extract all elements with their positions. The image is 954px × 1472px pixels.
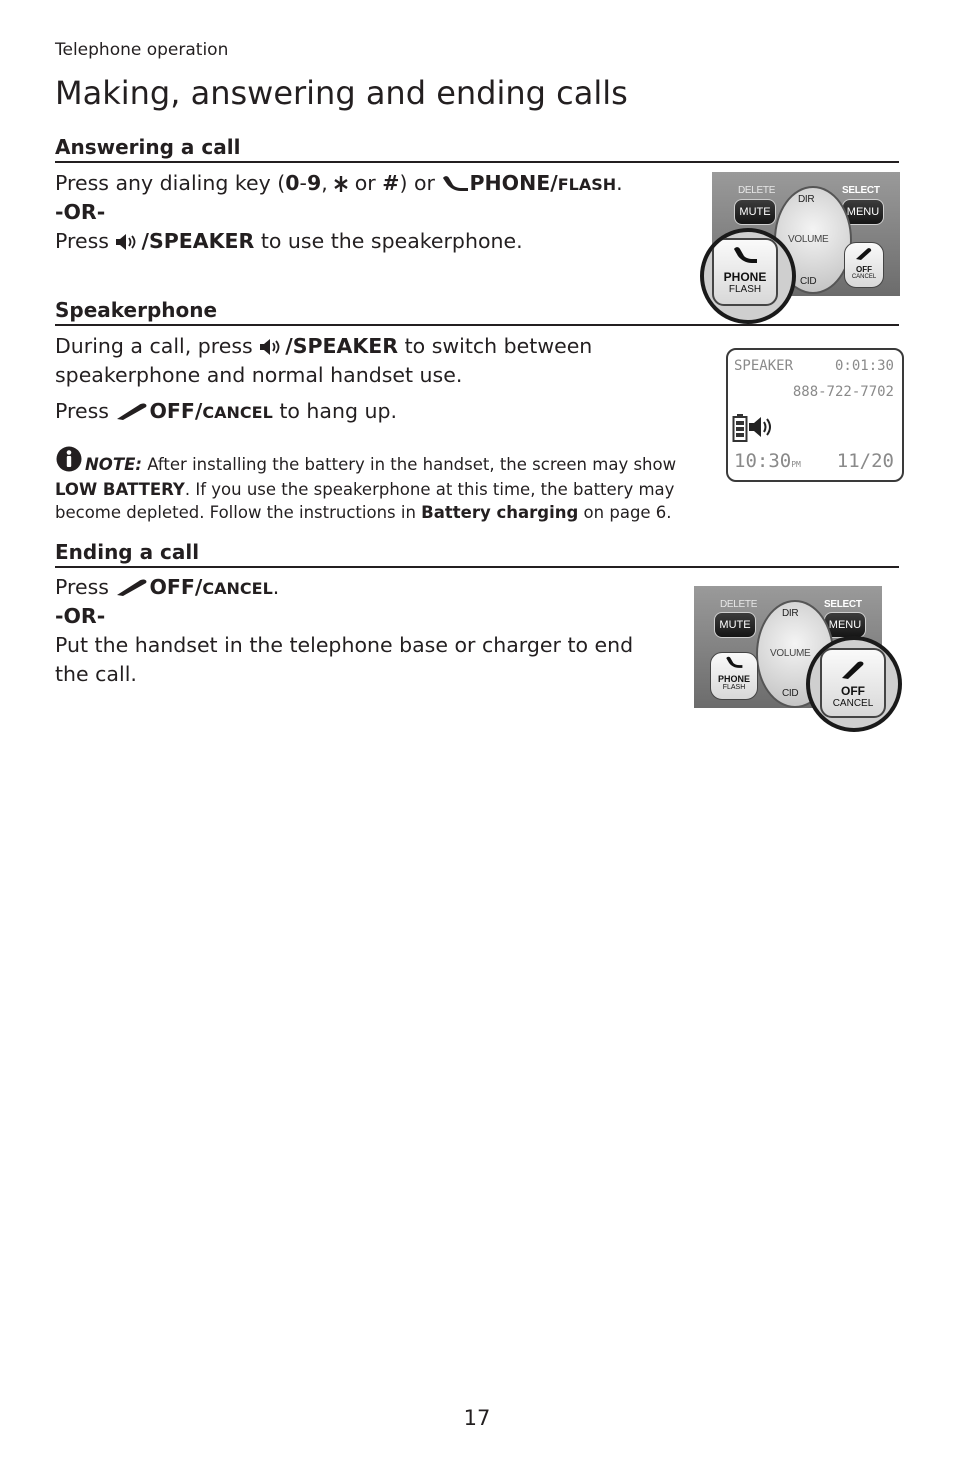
speaker-icon (259, 335, 285, 364)
info-icon (55, 446, 85, 478)
keypad-volume-label: VOLUME (788, 234, 829, 245)
keypad-menu-button: MENU (842, 199, 884, 225)
keypad-delete-label: DELETE (720, 599, 758, 610)
off-handset-icon (115, 400, 149, 429)
lcd-speaker-icon (748, 416, 774, 442)
keypad-volume-label: VOLUME (770, 648, 811, 659)
lcd-time: 10:30PM (734, 450, 801, 472)
keypad-off-key-zoomed: OFF CANCEL (820, 648, 886, 718)
keypad-mute-button: MUTE (714, 612, 756, 638)
lcd-battery-icon (732, 414, 748, 446)
phone-handset-icon (441, 172, 469, 201)
speakerphone-line-1: During a call, press /SPEAKER to switch between (55, 332, 592, 364)
section-heading-ending: Ending a call (55, 539, 899, 568)
ending-line-1: Press OFF/CANCEL. (55, 573, 279, 605)
section-heading-answering: Answering a call (55, 134, 899, 163)
keypad-dir-label: DIR (782, 608, 799, 619)
section-heading-speakerphone: Speakerphone (55, 297, 899, 326)
off-handset-icon (115, 576, 149, 605)
answering-line-3: Press /SPEAKER to use the speakerphone. (55, 227, 523, 259)
zoom-circle-off (806, 636, 902, 732)
keypad-cid-label: CID (800, 276, 817, 287)
keypad-cid-label: CID (782, 688, 799, 699)
ending-or: -OR- (55, 604, 106, 628)
off-handset-icon (855, 247, 873, 266)
keypad-phone-key-zoomed: PHONE FLASH (712, 238, 778, 306)
lcd-date: 11/20 (836, 450, 894, 472)
lcd-number: 888-722-7702 (792, 384, 894, 400)
answering-or: -OR- (55, 200, 106, 224)
keypad-phone-key: PHONE FLASH (710, 652, 758, 700)
speakerphone-line-3: Press OFF/CANCEL to hang up. (55, 397, 397, 429)
running-head: Telephone operation (55, 40, 229, 60)
ending-line-4: the call. (55, 662, 137, 686)
note-paragraph: NOTE: After installing the battery in the handset, the screen may show LOW BATTERY. If you use the speakerphone at this time, the battery may become depleted. Follow the instructions in Battery charging on page 6. (55, 446, 715, 524)
keypad-delete-label: DELETE (738, 185, 776, 196)
page-number: 17 (463, 1406, 491, 1430)
handset-lcd-screen (726, 348, 904, 482)
keypad-dir-label: DIR (798, 194, 815, 205)
speaker-icon (115, 230, 141, 259)
keypad-off-key: OFF CANCEL (844, 242, 884, 288)
keypad-select-label: SELECT (842, 185, 880, 196)
ending-line-3: Put the handset in the telephone base or charger to end (55, 633, 634, 657)
phone-handset-icon (732, 246, 758, 271)
handset-keypad-image-off (694, 586, 882, 708)
answering-line-1: Press any dialing key (0-9, or #) or PHONE/FLASH. (55, 169, 623, 201)
page-title: Making, answering and ending calls (55, 74, 628, 112)
star-key-icon (334, 172, 348, 201)
lcd-timer: 0:01:30 (834, 358, 894, 374)
handset-keypad-image-phone (712, 172, 900, 296)
phone-handset-icon (724, 656, 744, 675)
keypad-menu-button: MENU (824, 612, 866, 638)
keypad-select-label: SELECT (824, 599, 862, 610)
keypad-mute-button: MUTE (734, 199, 776, 225)
lcd-mode: SPEAKER (734, 358, 794, 374)
off-handset-icon (840, 658, 866, 685)
speakerphone-line-2: speakerphone and normal handset use. (55, 363, 463, 387)
